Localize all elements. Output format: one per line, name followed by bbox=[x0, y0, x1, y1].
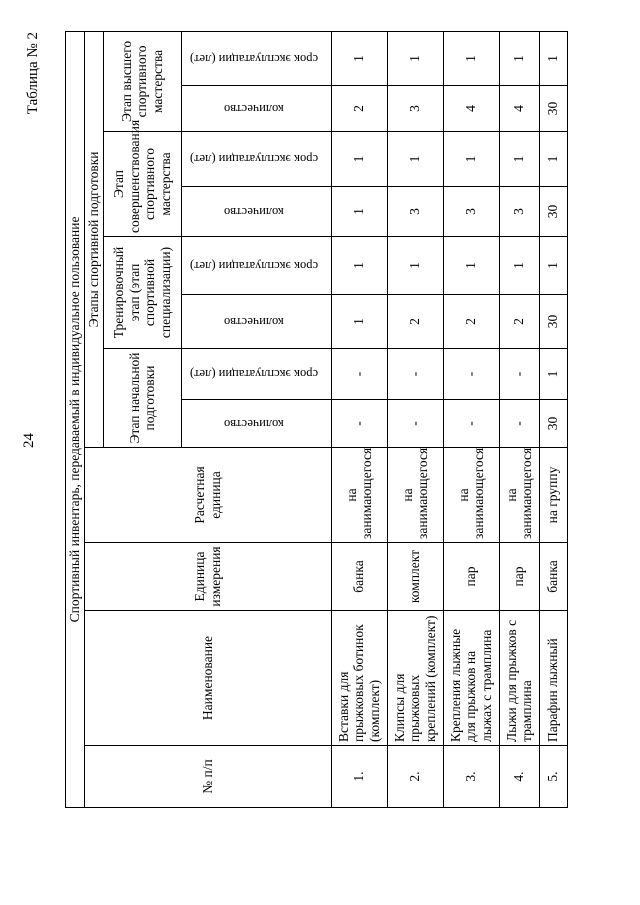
header-term-1: срок эксплуатации (лет) bbox=[181, 349, 331, 400]
row-value: 3 bbox=[387, 187, 443, 237]
row-value: - bbox=[443, 349, 499, 400]
row-value: - bbox=[331, 400, 387, 448]
header-stages-group: Этапы спортивной подготовки bbox=[85, 31, 104, 447]
row-value: 1 bbox=[539, 31, 567, 85]
header-term-2: срок эксплуатации (лет) bbox=[181, 237, 331, 295]
row-num: 3. bbox=[443, 746, 499, 808]
row-num: 5. bbox=[539, 746, 567, 808]
row-value: 3 bbox=[499, 187, 539, 237]
table-row bbox=[499, 31, 539, 807]
row-value: - bbox=[443, 400, 499, 448]
row-value: 1 bbox=[443, 132, 499, 187]
row-unit: пар bbox=[499, 543, 539, 611]
row-value: 3 bbox=[387, 86, 443, 132]
row-value: 1 bbox=[443, 31, 499, 85]
row-value: 1 bbox=[387, 237, 443, 295]
table-row bbox=[331, 31, 387, 807]
header-calc-unit: Расчетная единица bbox=[85, 448, 332, 543]
header-num: № п/п bbox=[85, 746, 332, 808]
row-value: - bbox=[499, 349, 539, 400]
header-stage-3: Этап совершенствования спортивного мастерства bbox=[103, 132, 181, 237]
row-unit: пар bbox=[443, 543, 499, 611]
row-value: 30 bbox=[539, 86, 567, 132]
row-value: 1 bbox=[331, 295, 387, 349]
header-term-4: срок эксплуатации (лет) bbox=[181, 31, 331, 85]
row-name: Парафин лыжный bbox=[539, 611, 567, 746]
row-value: 2 bbox=[331, 86, 387, 132]
inventory-table bbox=[65, 31, 568, 808]
row-value: 3 bbox=[443, 187, 499, 237]
header-unit: Единица измерения bbox=[85, 543, 332, 611]
row-value: 4 bbox=[443, 86, 499, 132]
row-calc: на группу bbox=[539, 448, 567, 543]
row-value: 1 bbox=[331, 31, 387, 85]
row-value: 2 bbox=[443, 295, 499, 349]
row-value: 1 bbox=[331, 237, 387, 295]
row-value: 1 bbox=[331, 187, 387, 237]
row-value: 1 bbox=[539, 349, 567, 400]
header-qty-3: количество bbox=[181, 187, 331, 237]
row-value: 1 bbox=[539, 237, 567, 295]
row-num: 1. bbox=[331, 746, 387, 808]
row-value: 1 bbox=[387, 31, 443, 85]
row-unit: банка bbox=[539, 543, 567, 611]
row-value: 1 bbox=[443, 237, 499, 295]
row-value: 30 bbox=[539, 295, 567, 349]
header-term-3: срок эксплуатации (лет) bbox=[181, 132, 331, 187]
row-value: 2 bbox=[387, 295, 443, 349]
row-unit: банка bbox=[331, 543, 387, 611]
row-name: Крепления лыжные для прыжков на лыжах с трамплина bbox=[443, 611, 499, 746]
row-value: 1 bbox=[539, 132, 567, 187]
header-stage-4: Этап высшего спортивного мастерства bbox=[103, 31, 181, 131]
header-name: Наименование bbox=[85, 611, 332, 746]
row-calc: на занимающегося bbox=[443, 448, 499, 543]
row-calc: на занимающегося bbox=[387, 448, 443, 543]
row-value: 2 bbox=[499, 295, 539, 349]
header-qty-1: количество bbox=[181, 400, 331, 448]
row-value: 1 bbox=[499, 132, 539, 187]
table-row bbox=[387, 31, 443, 807]
row-name: Вставки для прыжковых ботинок (комплект) bbox=[331, 611, 387, 746]
row-value: - bbox=[387, 400, 443, 448]
header-stage-2: Тренировочный этап (этап спортивной специализации) bbox=[103, 237, 181, 349]
header-qty-4: количество bbox=[181, 86, 331, 132]
table-title: Спортивный инвентарь, передаваемый в индивидуальное пользование bbox=[66, 31, 85, 807]
table-row bbox=[539, 31, 567, 807]
row-calc: на занимающегося bbox=[331, 448, 387, 543]
row-value: - bbox=[331, 349, 387, 400]
header-qty-2: количество bbox=[181, 295, 331, 349]
table-label: Таблица № 2 bbox=[25, 32, 41, 115]
table-row bbox=[443, 31, 499, 807]
row-name: Клипсы для прыжковых креплений (комплект) bbox=[387, 611, 443, 746]
row-unit: комплект bbox=[387, 543, 443, 611]
row-value: - bbox=[499, 400, 539, 448]
row-value: 30 bbox=[539, 400, 567, 448]
row-value: 1 bbox=[499, 237, 539, 295]
row-num: 4. bbox=[499, 746, 539, 808]
row-value: 1 bbox=[499, 31, 539, 85]
page-number: 24 bbox=[21, 433, 37, 448]
row-value: 30 bbox=[539, 187, 567, 237]
row-calc: на занимающегося bbox=[499, 448, 539, 543]
row-value: - bbox=[387, 349, 443, 400]
header-stage-1: Этап начальной подготовки bbox=[103, 349, 181, 448]
row-value: 1 bbox=[331, 132, 387, 187]
row-value: 1 bbox=[387, 132, 443, 187]
row-num: 2. bbox=[387, 746, 443, 808]
row-name: Лыжи для прыжков с трамплина bbox=[499, 611, 539, 746]
row-value: 4 bbox=[499, 86, 539, 132]
